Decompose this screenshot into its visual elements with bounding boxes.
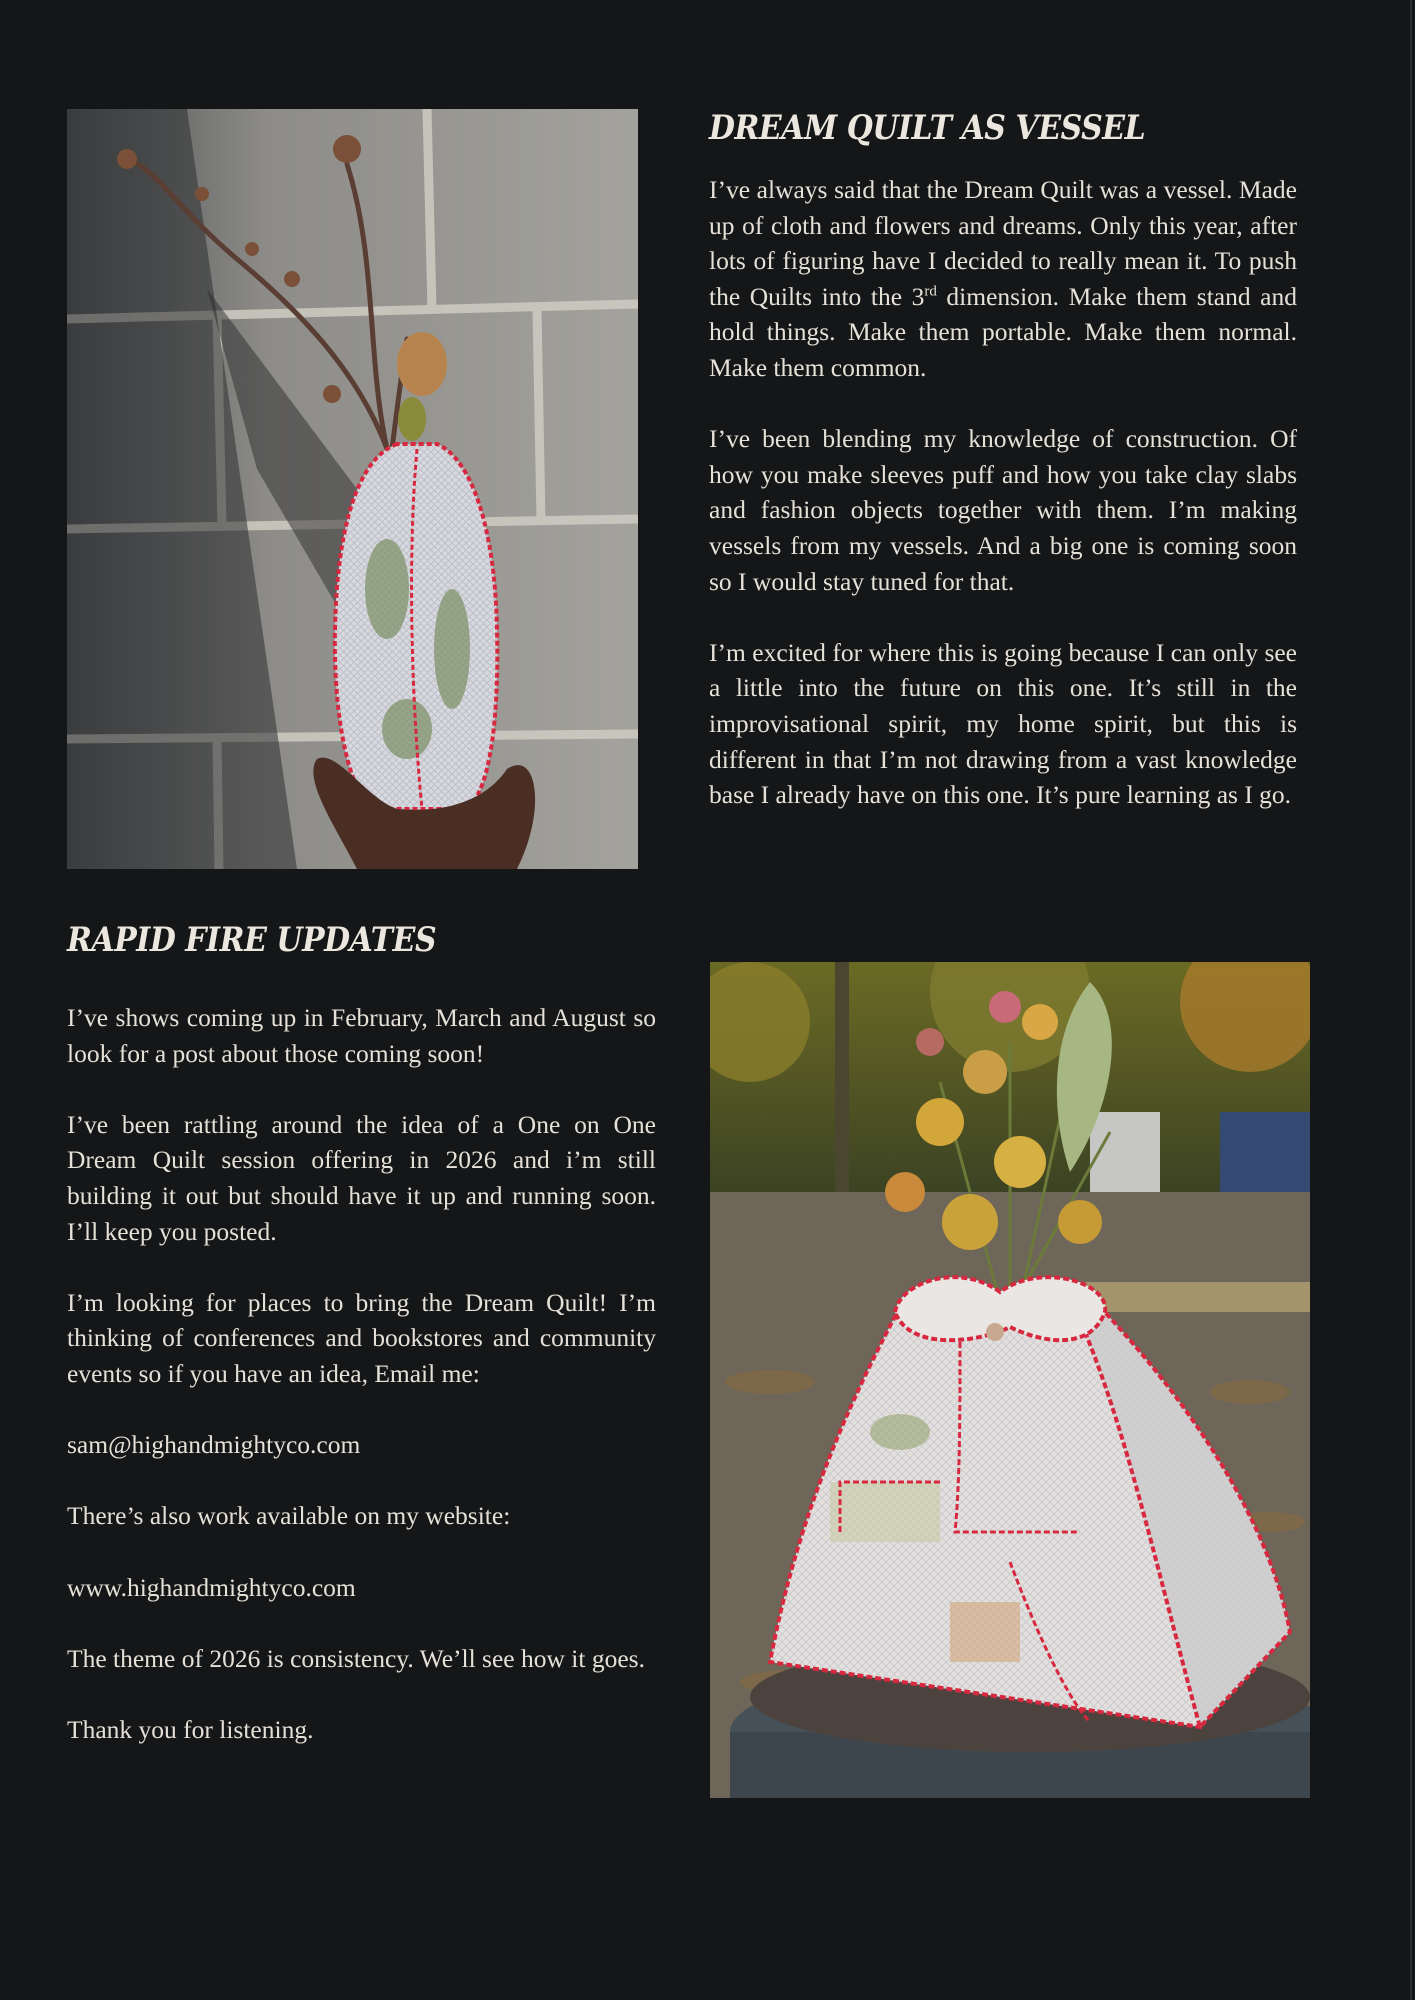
rapid-paragraph-1: I’ve shows coming up in February, March and August so look for a post about those coming soon! bbox=[67, 1003, 656, 1068]
dream-quilt-heading: DREAM QUILT AS VESSEL bbox=[709, 108, 1146, 148]
rapid-fire-heading: RAPID FIRE UPDATES bbox=[67, 920, 437, 960]
rapid-paragraph-2: I’ve been rattling around the idea of a One on One Dream Quilt session offering in 2026 and i’m still building it out but should have it up and running soon. I’ll keep you posted. bbox=[67, 1109, 656, 1246]
ordinal-suffix: rd bbox=[924, 283, 937, 300]
rapid-paragraph-5: The theme of 2026 is consistency. We’ll see how it goes. bbox=[67, 1643, 645, 1673]
dream-paragraph-3: I’m excited for where this is going because I can only see a little into the future on this one. It’s still in the improvisational spirit, my home spirit, but this is different in that I’m not drawing from a vast knowledge base I already have on this one. It’s pure learning as I go. bbox=[709, 637, 1297, 810]
dream-quilt-text bbox=[709, 172, 1297, 848]
website-link[interactable]: www.highandmightyco.com bbox=[67, 1572, 356, 1602]
vase-photo-wall bbox=[67, 109, 638, 869]
dream-p1-text-end: dimension. Make them stand and hold things. Make them portable. Make them normal. Make them common. bbox=[709, 281, 1297, 382]
email-link[interactable]: sam@highandmightyco.com bbox=[67, 1430, 361, 1460]
quilt-vessel-photo-outdoor bbox=[710, 962, 1310, 1798]
dream-paragraph-2: I’ve been blending my knowledge of construction. Of how you make sleeves puff and how you take clay slabs and fashion objects together with them. I’m making vessels from my vessels. And a big one is coming soon so I would stay tuned for that. bbox=[709, 424, 1297, 596]
closing-line: Thank you for listening. bbox=[67, 1714, 314, 1744]
page-edge-line bbox=[1410, 0, 1412, 2000]
dream-p1-text: I’ve always said that the Dream Quilt was a vessel. Made up of cloth and flowers and dreams. Only this year, after lots of figuring have I decided to really mean it. To push the Quilts into the 3 bbox=[709, 175, 1297, 311]
dream-paragraph-1 bbox=[709, 172, 1297, 386]
rapid-fire-text bbox=[67, 1000, 656, 1783]
website-intro: There’s also work available on my website: bbox=[67, 1501, 511, 1531]
rapid-paragraph-3: I’m looking for places to bring the Dream Quilt! I’m thinking of conferences and bookstores and community events so if you have an idea, Email me: bbox=[67, 1287, 656, 1388]
